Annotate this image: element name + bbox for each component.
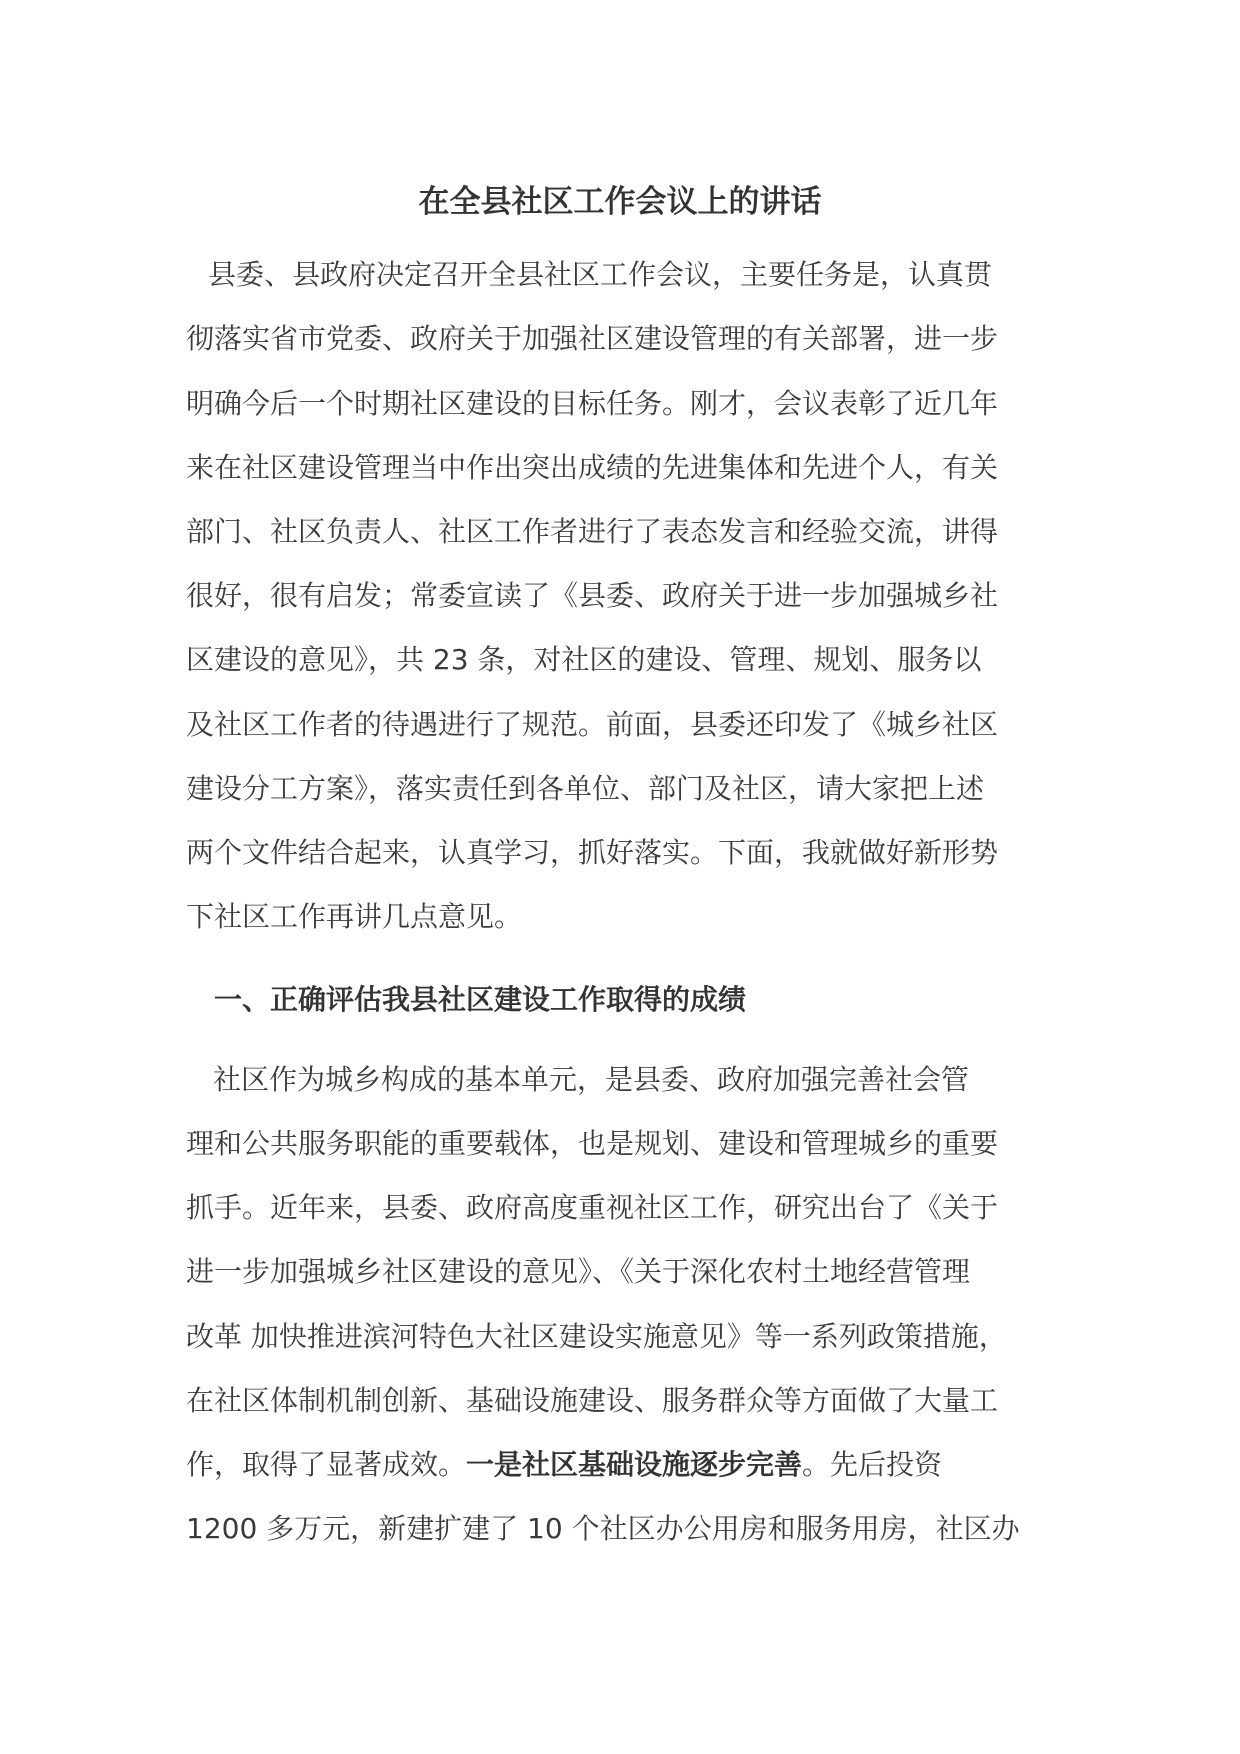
text-line: 理和公共服务职能的重要载体，也是规划、建设和管理城乡的重要 [186, 1127, 999, 1160]
section-heading: 一、正确评估我县社区建设工作取得的成绩 [214, 983, 747, 1016]
text-segment: 。先后投资 [802, 1448, 943, 1481]
text-line: 两个文件结合起来，认真学习，抓好落实。下面，我就做好新形势 [186, 836, 999, 869]
text-line: 来在社区建设管理当中作出突出成绩的先进集体和先进个人，有关 [186, 451, 999, 484]
text-line: 下社区工作再讲几点意见。 [186, 900, 523, 933]
text-line: 部门、社区负责人、社区工作者进行了表态发言和经验交流，讲得 [186, 515, 999, 548]
text-line [186, 1445, 942, 1485]
text-line: 社区作为城乡构成的基本单元，是县委、政府加强完善社会管 [213, 1063, 970, 1096]
text-line: 县委、县政府决定召开全县社区工作会议，主要任务是，认真贯 [208, 258, 993, 291]
document-title: 在全县社区工作会议上的讲话 [418, 184, 822, 220]
text-line: 1200 多万元，新建扩建了 10 个社区办公用房和服务用房，社区办 [186, 1512, 1020, 1545]
text-line: 在社区体制机制创新、基础设施建设、服务群众等方面做了大量工 [186, 1384, 999, 1417]
text-line: 进一步加强城乡社区建设的意见》、《关于深化农村土地经营管理 [186, 1255, 971, 1288]
text-segment: 作，取得了显著成效。 [186, 1448, 467, 1481]
text-line: 及社区工作者的待遇进行了规范。前面，县委还印发了《城乡社区 [186, 708, 999, 741]
bold-point-heading: 一是社区基础设施逐步完善 [466, 1448, 803, 1481]
text-line: 改革 加快推进滨河特色大社区建设实施意见》等一系列政策措施， [186, 1320, 1007, 1353]
text-line: 明确今后一个时期社区建设的目标任务。刚才，会议表彰了近几年 [186, 387, 999, 420]
text-line: 区建设的意见》，共 23 条，对社区的建设、管理、规划、服务以 [186, 643, 982, 676]
text-line: 抓手。近年来，县委、政府高度重视社区工作，研究出台了《关于 [186, 1191, 999, 1224]
text-line: 彻落实省市党委、政府关于加强社区建设管理的有关部署，进一步 [186, 322, 999, 355]
text-line: 建设分工方案》，落实责任到各单位、部门及社区，请大家把上述 [186, 772, 985, 805]
text-line: 很好，很有启发；常委宣读了《县委、政府关于进一步加强城乡社 [186, 579, 999, 612]
